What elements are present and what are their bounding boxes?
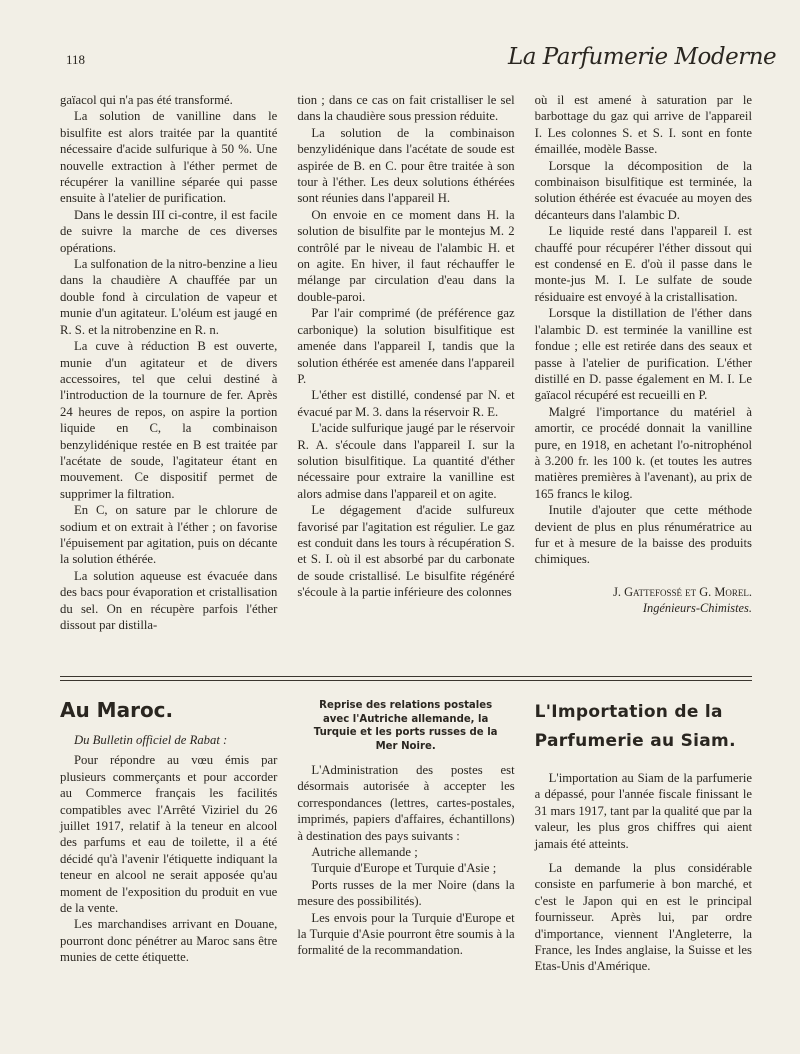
paragraph: L'acide sulfurique jaugé par le réservoir R. A. s'écoule dans l'appareil I. sur la solution bisulfitique. La quantité d'éther nécessaire pour extraire la vanilline est alors admise dans l'appareil et on agite.: [297, 421, 515, 501]
paragraph: L'éther est distillé, condensé par N. et évacué par M. 3. dans la réservoir R. E.: [297, 388, 515, 419]
paragraph: Malgré l'importance du matériel à amortir, ce procédé donnait la vanilline pure, en 1918, en achetant l'o-nitrophénol à 3.200 fr. les 100 k. (et toutes les autres matières premières à l'avenant), au prix de 165 francs le kilog.: [534, 404, 752, 501]
paragraph: La cuve à réduction B est ouverte, munie d'un agitateur et de divers accessoires, tel que celui destiné à l'introduction de la tournure de fer. Après 24 heures de repos, on aspire la portion liquide en C, la combinaison benzylidénique restée en B est traitée par l'acétate de soude, l'agitateur étant en mouvement. Ce dispositif permet de supprimer la filtration.: [60, 339, 278, 501]
paragraph: Pour répondre au vœu émis par plusieurs commerçants et pour accorder au Commerce français les facilités compatibles avec l'Arrêté Viziriel du 26 juillet 1917, relatif à la teneur en alcool des parfums et eau de toilette, il a été décidé qu'à l'avenir l'étiquette indiquant la teneur en alcool ne serait apposée qu'au moment de l'exposition du produit en vue de la vente.: [60, 753, 278, 916]
article-column-3: [535, 92, 752, 633]
paragraph: La sulfonation de la nitro-benzine a lieu dans la chaudière A chauffée par un double fond à circulation de vapeur et munie d'un agitateur. L'oléum est jaugé en R. S. et la nitrobenzine en R. n.: [60, 257, 278, 337]
paragraph: La demande la plus considérable consiste en parfumerie à bon marché, et c'est le Japon qui en est le principal fournisseur. Après lui, par ordre d'importance, viennent l'Angleterre, la France, les Indes anglaise, la Suisse et les Etas-Unis d'Amérique.: [534, 861, 752, 974]
paragraph: L'Administration des postes est désormais autorisée à accepter les correspondances (lettres, cartes-postales, imprimés, papiers d'affaires, échantillons) à destination des pays suivants :: [297, 763, 515, 843]
paragraph: La solution de vanilline dans le bisulfite est alors traitée par la quantité nécessaire d'acide sulfurique à 50 %. Une nouvelle extraction à l'éther permet de récupérer la vanilline séparée qui passe ensuite à l'atelier de purification.: [60, 109, 278, 206]
article-maroc: [60, 698, 277, 975]
paragraph: Le dégagement d'acide sulfureux favorisé par l'agitation est régulier. Le gaz est conduit dans les tours à récupération S. et S. I. où il est absorbé par du carbonate de soude cristallisé. Le bisulfite régénéré s'écoule à la partie inférieure des colonnes: [297, 503, 515, 600]
paragraph: Lorsque la décomposition de la combinaison bisulfitique est terminée, la solution éthérée est évacuée au moyen des décanteurs dans l'alambic D.: [534, 158, 752, 222]
section-divider: [60, 676, 752, 677]
page-number: 118: [66, 52, 86, 67]
paragraph: L'importation au Siam de la parfumerie a dépassé, pour l'année fiscale finissant le 31 mars 1917, tant par la qualité que par la valeur, les plus gros chiffres qui aient jamais été atteints.: [534, 771, 752, 851]
news-section: [60, 698, 752, 975]
article-postal: [297, 698, 514, 975]
paragraph: Lorsque la distillation de l'éther dans l'alambic D. est terminée la vanilline est fondue ; elle est retirée dans des seaux et passe à l'atelier de purification. L'éther distillé en D. passe également en M. I. Le gaïacol récupéré est recueilli en P.: [534, 306, 752, 403]
paragraph: où il est amené à saturation par le barbottage du gaz qui arrive de l'appareil I. Les colonnes S. et S. I. sont en fonte émaillée, modèle Basse.: [534, 93, 752, 157]
paragraph: Dans le dessin III ci-contre, il est facile de suivre la marche de ces diverses opérations.: [60, 207, 278, 255]
article-title: L'Importation de la Parfumerie au Siam.: [534, 702, 736, 751]
paragraph: La solution de la combinaison benzylidénique dans l'acétate de soude est aspirée de B. en C. pour être traitée à son tour à l'éther. Les deux solutions éthérées sont réunies dans l'appareil H.: [297, 125, 515, 206]
paragraph: Inutile d'ajouter que cette méthode devient de plus en plus rénumératrice au fur et à mesure de la baisse des produits chimiques.: [534, 503, 752, 567]
paragraph: En C, on sature par le chlorure de sodium et on extrait à l'éther ; on favorise l'épuisement par agitation, puis on décante la solution éthérée.: [60, 503, 278, 567]
paragraph: Ports russes de la mer Noire (dans la mesure des possibilités).: [297, 877, 515, 909]
article-column-2: [297, 92, 514, 633]
article-source: Du Bulletin officiel de Rabat :: [74, 733, 228, 747]
paragraph: Turquie d'Europe et Turquie d'Asie ;: [311, 861, 497, 876]
article-vanilline: [60, 92, 752, 633]
paragraph: Le liquide resté dans l'appareil I. est chauffé pour récupérer l'éther dissout qui est condensé en E. d'où il passe dans le monte-jus M. I. Le sulfate de soude résiduaire est envoyé à la cristallisation.: [534, 224, 752, 304]
paragraph: On envoie en ce moment dans H. la solution de bisulfite par le montejus M. 2 contrôlé par le niveau de l'alambic H. et on agite. En hiver, il faut réchauffer le mélange par circulation d'eau dans la double-paroi.: [297, 207, 515, 304]
paragraph: Par l'air comprimé (de préférence gaz carbonique) la solution bisulfitique est amenée dans l'appareil I, tandis que la solution éthérée est amenée dans l'appareil P.: [297, 306, 515, 386]
signature: [535, 584, 752, 617]
article-title: Au Maroc.: [60, 698, 174, 722]
paragraph: Les envois pour la Turquie d'Europe et la Turquie d'Asie pourront être soumis à la formalité de la recommandation.: [297, 910, 515, 958]
paragraph: Les marchandises arrivant en Douane, pourront donc pénétrer au Maroc sans être munies de cette étiquette.: [60, 917, 278, 965]
paragraph: gaïacol qui n'a pas été transformé.: [60, 93, 233, 107]
author-names: J. Gattefossé et G. Morel.: [613, 584, 752, 599]
masthead: La Parfumerie Moderne: [508, 44, 777, 70]
section-divider: [60, 680, 752, 681]
paragraph: tion ; dans ce cas on fait cristalliser le sel dans la chaudière sous pression réduite.: [297, 93, 515, 124]
article-column-1: [60, 92, 277, 633]
paragraph: La solution aqueuse est évacuée dans des bacs pour évaporation et cristallisation du sel. On en récupère parfois l'éther dissout par distilla-: [60, 568, 278, 632]
paragraph: Autriche allemande ;: [311, 845, 418, 860]
author-title: Ingénieurs-Chimistes.: [642, 601, 752, 616]
article-siam: [535, 698, 752, 975]
article-title: Reprise des relations postales avec l'Autriche allemande, la Turquie et les ports russes de la Mer Noire.: [314, 698, 498, 752]
paragraph-gap: [535, 852, 752, 860]
